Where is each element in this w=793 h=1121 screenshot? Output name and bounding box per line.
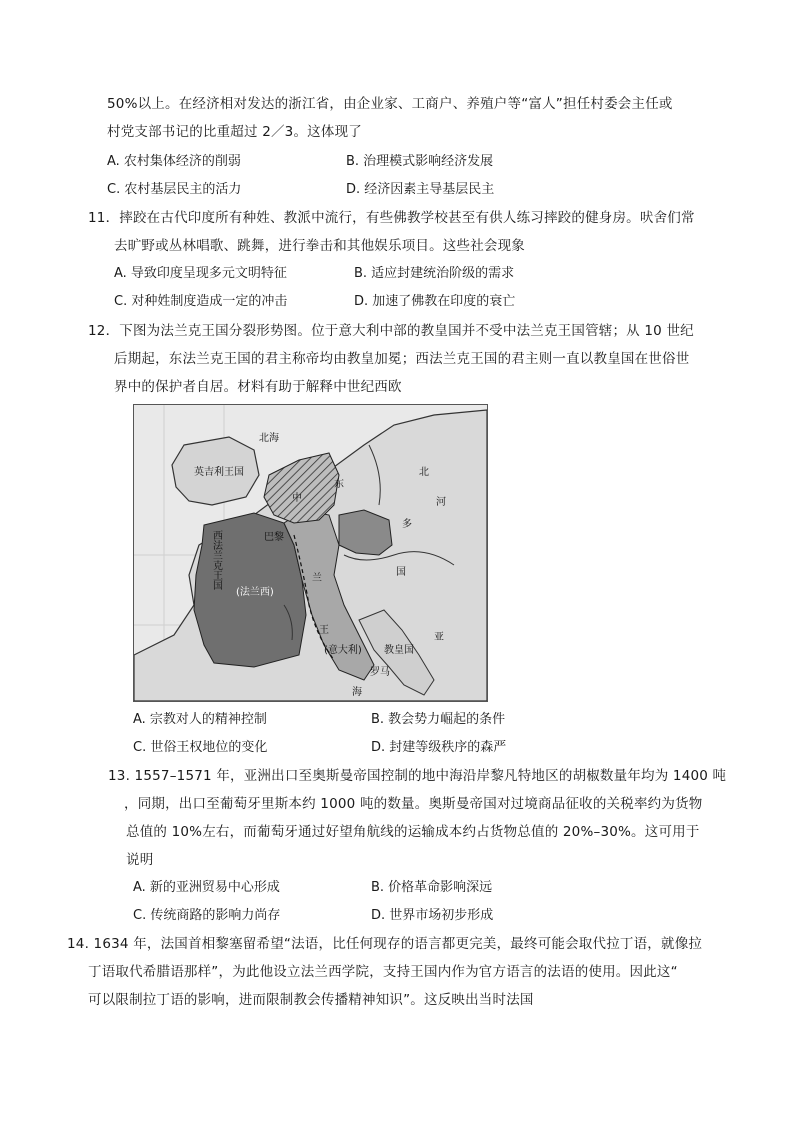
q10-option-b[interactable]: B. 治理模式影响经济发展: [346, 154, 494, 169]
q12-line-3: 界中的保护者自居。材料有助于解释中世纪西欧: [114, 379, 402, 395]
q12-option-b[interactable]: B. 教会势力崛起的条件: [371, 712, 506, 727]
label-guo: 国: [396, 567, 406, 578]
label-lan: 兰: [312, 573, 322, 584]
q11-option-d[interactable]: D. 加速了佛教在印度的衰亡: [354, 294, 516, 309]
q12-line-1: 12．下图为法兰克王国分裂形势图。位于意大利中部的教皇国并不受中法兰克王国管辖；从 10 世纪: [88, 323, 694, 339]
label-france: (法兰西): [236, 587, 274, 598]
q13-option-c[interactable]: C. 传统商路的影响力尚存: [133, 908, 281, 923]
label-duo: 多: [402, 519, 412, 530]
q10-line-1: 50%以上。在经济相对发达的浙江省，由企业家、工商户、养殖户等“富人”担任村委会主任或: [107, 96, 673, 112]
label-paris: 巴黎: [264, 532, 284, 543]
q11-option-c[interactable]: C. 对种姓制度造成一定的冲击: [114, 294, 288, 309]
frankish-kingdom-map: [133, 404, 488, 702]
label-river: 河: [436, 497, 446, 508]
label-wang: 王: [319, 625, 329, 636]
label-north-sea: 北海: [259, 433, 279, 444]
q12-option-d[interactable]: D. 封建等级秩序的森严: [371, 740, 507, 755]
label-east: 东: [334, 479, 344, 490]
map-graphic: [134, 405, 487, 701]
label-rome: 罗马: [370, 667, 390, 678]
q14-line-3: 可以限制拉丁语的影响，进而限制教会传播精神知识”。这反映出当时法国: [88, 992, 534, 1008]
q13-line-2: ，同期，出口至葡萄牙里斯本约 1000 吨的数量。奥斯曼帝国对过境商品征收的关税率约为货物: [124, 796, 703, 812]
q10-option-a[interactable]: A. 农村集体经济的削弱: [107, 154, 241, 169]
label-west-frankish: 西法兰克王国: [210, 530, 222, 590]
q12-line-2: 后期起，东法兰克王国的君主称帝均由教皇加冕；西法兰克王国的君主则一直以教皇国在世俗世: [114, 351, 690, 367]
label-papal: 教皇国: [384, 645, 414, 656]
label-italy: (意大利): [324, 645, 362, 656]
label-ya: 亚: [434, 632, 444, 643]
q13-line-4: 说明: [126, 852, 154, 868]
label-middle-top: 中: [292, 493, 302, 504]
q14-line-1: 14. 1634 年，法国首相黎塞留希望“法语，比任何现存的语言都更完美，最终可能会取代拉丁语，就像拉: [67, 936, 703, 952]
q11-option-b[interactable]: B. 适应封建统治阶级的需求: [354, 266, 515, 281]
label-england: 英吉利王国: [194, 467, 244, 478]
q11-line-2: 去旷野或丛林唱歌、跳舞，进行拳击和其他娱乐项目。这些社会现象: [114, 238, 525, 254]
q11-option-a[interactable]: A. 导致印度呈现多元文明特征: [114, 266, 287, 281]
q10-option-c[interactable]: C. 农村基层民主的活力: [107, 182, 242, 197]
q12-option-c[interactable]: C. 世俗王权地位的变化: [133, 740, 268, 755]
q14-line-2: 丁语取代希腊语那样”，为此他设立法兰西学院，支持王国内作为官方语言的法语的使用。因此这“: [88, 964, 678, 980]
q13-option-b[interactable]: B. 价格革命影响深远: [371, 880, 493, 895]
q11-line-1: 11．摔跤在古代印度所有种姓、教派中流行，有些佛教学校甚至有供人练习摔跤的健身房。吠舍们常: [88, 210, 695, 226]
label-sea: 海: [352, 687, 362, 698]
q10-line-2: 村党支部书记的比重超过 2／3。这体现了: [107, 124, 362, 140]
q10-option-d[interactable]: D. 经济因素主导基层民主: [346, 182, 495, 197]
label-north: 北: [419, 467, 429, 478]
q13-option-d[interactable]: D. 世界市场初步形成: [371, 908, 494, 923]
q13-option-a[interactable]: A. 新的亚洲贸易中心形成: [133, 880, 280, 895]
q12-option-a[interactable]: A. 宗教对人的精神控制: [133, 712, 267, 727]
q13-line-1: 13. 1557–1571 年，亚洲出口至奥斯曼帝国控制的地中海沿岸黎凡特地区的胡椒数量年均为 1400 吨: [108, 768, 727, 784]
q13-line-3: 总值的 10%左右，而葡萄牙通过好望角航线的运输成本约占货物总值的 20%–30%。这可用于: [126, 824, 700, 840]
